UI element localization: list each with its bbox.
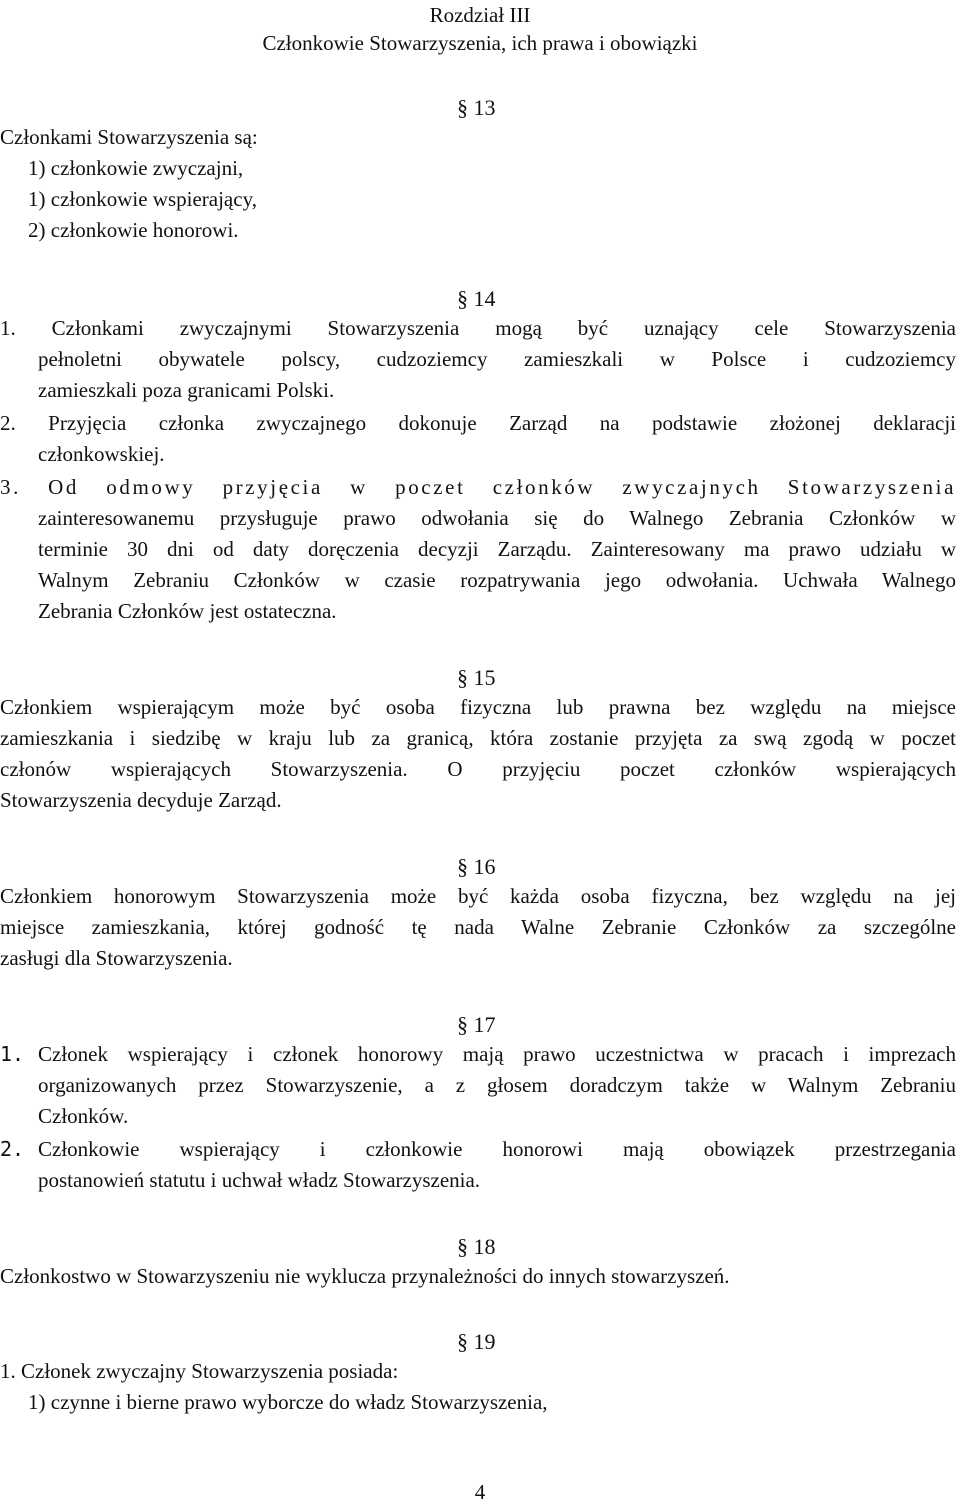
section-14-line-5: członkowskiej.: [38, 442, 165, 466]
section-heading-16: § 16: [457, 854, 496, 879]
section-17-line-5: postanowień statutu i uchwał władz Stowarzyszenia.: [38, 1168, 481, 1192]
section-14-line-9: Walnym Zebraniu Członków w czasie rozpatrywania jego odwołania. Uchwała Walnego: [38, 568, 956, 592]
section-heading-18: § 18: [457, 1234, 496, 1259]
chapter-title: Członkowie Stowarzyszenia, ich prawa i obowiązki: [262, 31, 698, 55]
section-17-number-1: 1.: [0, 1042, 25, 1066]
section-17-line-4: Członkowie wspierający i członkowie honorowi mają obowiązek przestrzegania: [38, 1137, 956, 1161]
section-16-line-3: zasługi dla Stowarzyszenia.: [0, 946, 233, 970]
section-13-item-2: 1) członkowie wspierający,: [28, 187, 257, 211]
section-14-line-6: 3. Od odmowy przyjęcia w poczet członków zwyczajnych Stowarzyszenia: [0, 475, 956, 499]
section-17-line-2: organizowanych przez Stowarzyszenie, a z głosem doradczym także w Walnym Zebraniu: [38, 1073, 956, 1097]
section-15-line-2: zamieszkania i siedzibę w kraju lub za granicą, która zostanie przyjęta za swą zgodą w poczet: [0, 726, 956, 750]
section-heading-19: § 19: [457, 1329, 496, 1354]
section-15-line-4: Stowarzyszenia decyduje Zarząd.: [0, 788, 282, 812]
section-heading-15: § 15: [457, 665, 496, 690]
section-14-line-2: pełnoletni obywatele polscy, cudzoziemcy zamieszkali w Polsce i cudzoziemcy: [38, 347, 956, 371]
section-heading-13: § 13: [457, 95, 496, 120]
section-19-line-1: 1. Członek zwyczajny Stowarzyszenia posiada:: [0, 1359, 399, 1383]
chapter-number: Rozdział III: [429, 3, 531, 27]
section-heading-14: § 14: [457, 286, 496, 311]
section-15-line-1: Członkiem wspierającym może być osoba fizyczna lub prawna bez względu na miejsce: [0, 695, 956, 719]
section-14-line-3: zamieszkali poza granicami Polski.: [38, 378, 335, 402]
section-16-line-2: miejsce zamieszkania, której godność tę nada Walne Zebranie Członków za szczególne: [0, 915, 956, 939]
section-13-intro: Członkami Stowarzyszenia są:: [0, 125, 258, 149]
section-14-line-4: 2. Przyjęcia członka zwyczajnego dokonuje Zarząd na podstawie złożonej deklaracji: [0, 411, 956, 435]
section-18-line-1: Członkostwo w Stowarzyszeniu nie wyklucza przynależności do innych stowarzyszeń.: [0, 1264, 730, 1288]
section-15-line-3: członów wspierających Stowarzyszenia. O przyjęciu poczet członków wspierających: [0, 757, 956, 781]
section-17-number-2: 2.: [0, 1137, 25, 1161]
section-16-line-1: Członkiem honorowym Stowarzyszenia może być każda osoba fizyczna, bez względu na jej: [0, 884, 956, 908]
section-14-line-8: terminie 30 dni od daty doręczenia decyzji Zarządu. Zainteresowany ma prawo udziału w: [38, 537, 956, 561]
section-13-item-3: 2) członkowie honorowi.: [28, 218, 239, 242]
section-14-line-10: Zebrania Członków jest ostateczna.: [38, 599, 337, 623]
section-13-item-1: 1) członkowie zwyczajni,: [28, 156, 244, 180]
section-14-line-7: zainteresowanemu przysługuje prawo odwołania się do Walnego Zebrania Członków w: [38, 506, 956, 530]
page-number: 4: [474, 1480, 486, 1504]
section-14-line-1: 1. Członkami zwyczajnymi Stowarzyszenia mogą być uznający cele Stowarzyszenia: [0, 316, 956, 340]
section-19-line-2: 1) czynne i bierne prawo wyborcze do władz Stowarzyszenia,: [28, 1390, 548, 1414]
section-17-line-3: Członków.: [38, 1104, 129, 1128]
section-heading-17: § 17: [457, 1012, 496, 1037]
section-17-line-1: Członek wspierający i członek honorowy mają prawo uczestnictwa w pracach i imprezach: [38, 1042, 956, 1066]
